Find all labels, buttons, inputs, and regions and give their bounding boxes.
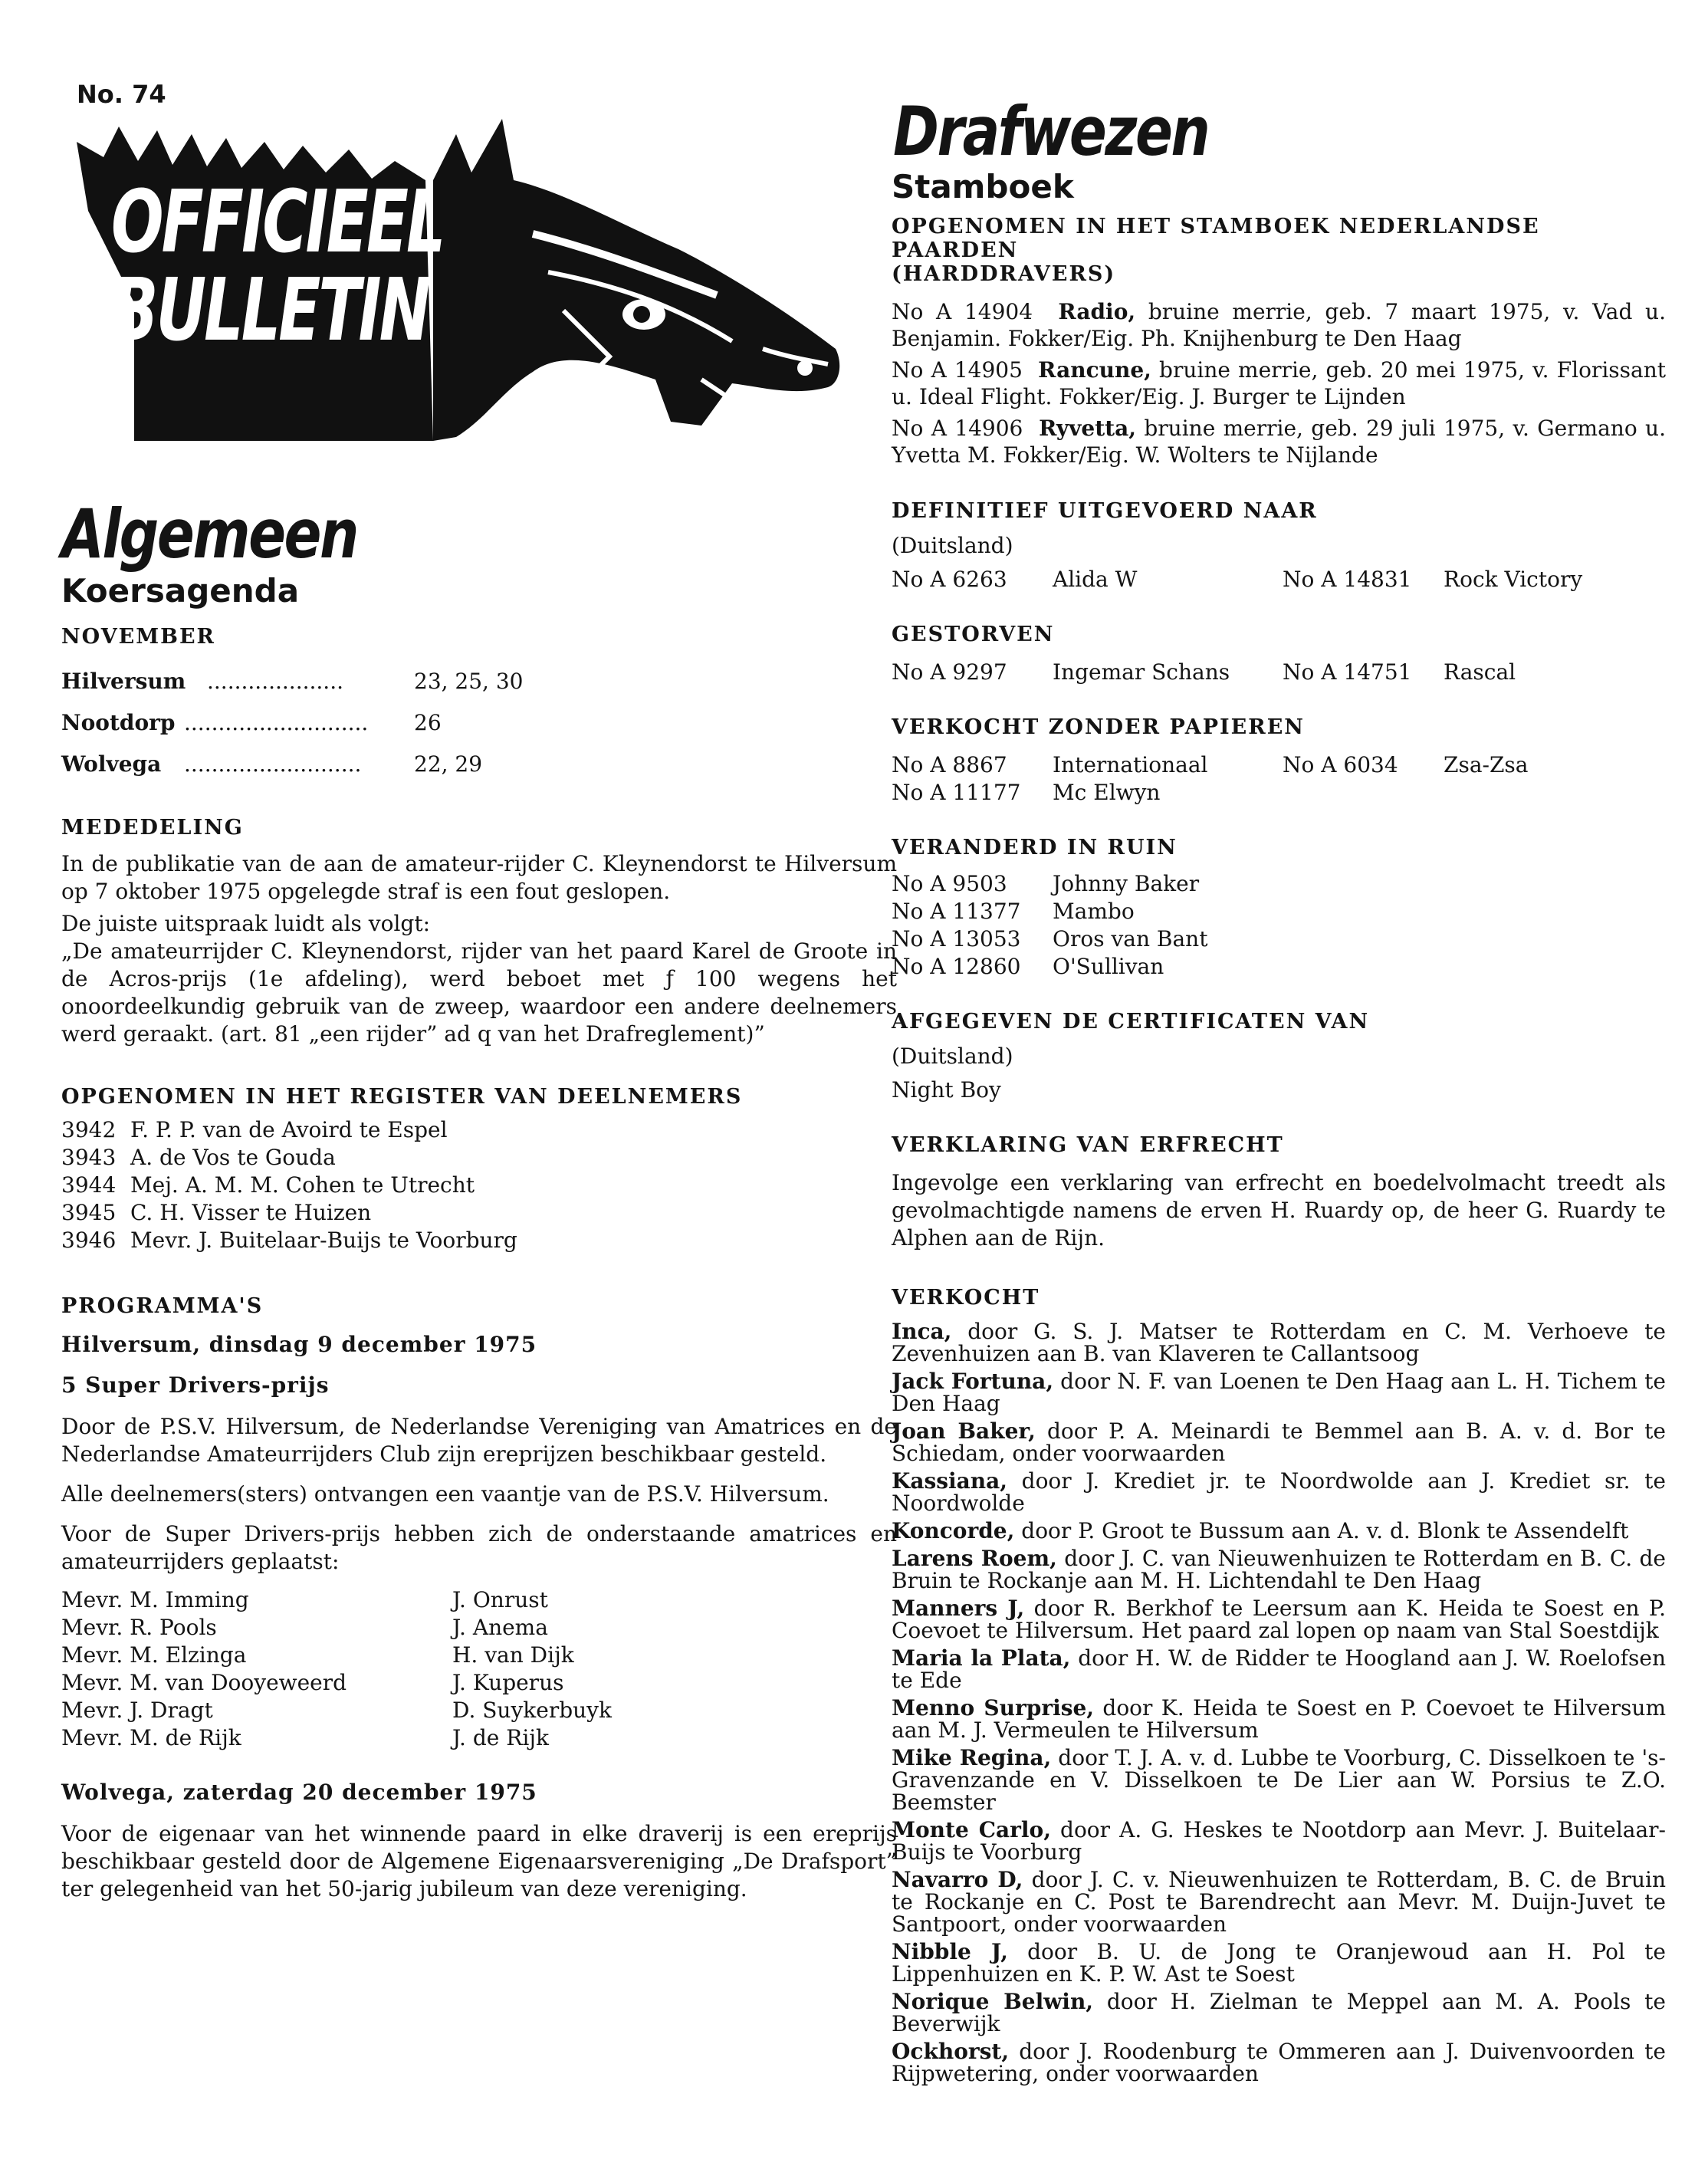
- horse-name: Norique Belwin,: [892, 1989, 1094, 2014]
- driver-name: Mevr. M. van Dooyeweerd: [61, 1670, 347, 1695]
- agenda-dots: ...........................: [184, 710, 369, 735]
- horse-number: No A 9503: [892, 871, 1007, 896]
- sold-list: [892, 1320, 1666, 2085]
- stamboek-entry: [892, 357, 1666, 410]
- driver-name: Mevr. J. Dragt: [61, 1698, 213, 1723]
- driver-name: Mevr. M. Elzinga: [61, 1642, 247, 1668]
- horse-name: Ryvetta,: [1039, 416, 1136, 441]
- died-row: [892, 659, 1666, 686]
- sold-entry: [892, 1747, 1666, 1813]
- register-row: [61, 1227, 897, 1254]
- stamboek-heading-sub: (HARDDRAVERS): [892, 262, 1116, 286]
- horse-name: Alida W: [1053, 567, 1138, 592]
- subsection-koersagenda: Koersagenda: [61, 572, 300, 610]
- driver-name: J. Onrust: [452, 1587, 548, 1612]
- sale-details: door T. J. A. v. d. Lubbe te Voorburg, C. Disselkoen te 's-Gravenzande en V. Disselkoen te De Lier aan W. Porsius te Z.O. Beemster: [892, 1745, 1667, 1815]
- horse-name: Rock Victory: [1444, 567, 1583, 592]
- horse-name: Navarro D,: [892, 1867, 1023, 1892]
- cert-heading: AFGEGEVEN DE CERTIFICATEN VAN: [892, 1010, 1370, 1034]
- horse-number: No A 12860: [892, 954, 1021, 979]
- horse-name: Rascal: [1444, 659, 1516, 685]
- stamboek-number: No A 14906: [892, 416, 1023, 441]
- sold-entry: [892, 1597, 1666, 1642]
- register-name: Mej. A. M. M. Cohen te Utrecht: [130, 1172, 475, 1198]
- mededeling-quote: „De amateurrijder C. Kleynendorst, rijder van het paard Karel de Groote in de Acros-prijs (1e afdeling), werd beboet met ƒ 100 wegens het onoordeelkundig gebruik van de zweep, waardoor een andere deelnemers werd geraakt. (art. 81 „een rijder” ad q van het Drafreglement)”: [61, 938, 897, 1047]
- driver-name: J. Anema: [452, 1615, 548, 1640]
- horse-name: Ockhorst,: [892, 2039, 1010, 2064]
- sold-entry: [892, 2040, 1666, 2085]
- sale-details: door R. Berkhof te Leersum aan K. Heida te Soest en P. Coevoet te Hilversum. Het paard zal lopen op naam van Stal Soestdijk: [892, 1596, 1667, 1643]
- sale-details: door B. U. de Jong te Oranjewoud aan H. Pol te Lippenhuizen en K. P. W. Ast te Soest: [892, 1939, 1666, 1987]
- stamboek-list: [892, 298, 1666, 468]
- register-heading: OPGENOMEN IN HET REGISTER VAN DEELNEMERS: [61, 1085, 743, 1109]
- driver-name: D. Suykerbuyk: [452, 1698, 612, 1723]
- horse-name: Menno Surprise,: [892, 1695, 1095, 1721]
- driver-name: H. van Dijk: [452, 1642, 574, 1668]
- horse-name: Mc Elwyn: [1053, 780, 1161, 805]
- sold-entry: [892, 1941, 1666, 1985]
- agenda-dates: 22, 29: [414, 751, 483, 777]
- ruin-row: [892, 898, 1666, 925]
- agenda-dates: 26: [414, 710, 442, 735]
- nopapers-heading: VERKOCHT ZONDER PAPIEREN: [892, 715, 1305, 739]
- nopapers-row: [892, 779, 1666, 807]
- driver-name: Mevr. R. Pools: [61, 1615, 217, 1640]
- horse-name: Inca,: [892, 1319, 952, 1344]
- section-title-algemeen: Algemeen: [61, 495, 357, 574]
- sale-details: door G. S. J. Matser te Rotterdam en C. M. Verhoeve te Zevenhuizen aan B. van Klaveren te Callantsoog: [892, 1319, 1666, 1366]
- horse-number: No A 9297: [892, 659, 1007, 685]
- driver-name: J. de Rijk: [452, 1725, 549, 1750]
- mededeling-heading: MEDEDELING: [61, 816, 244, 840]
- register-name: F. P. P. van de Avoird te Espel: [130, 1117, 448, 1142]
- sold-entry: [892, 1520, 1666, 1542]
- horse-name: Larens Roem,: [892, 1546, 1057, 1571]
- agenda-dates: 23, 25, 30: [414, 669, 524, 694]
- logo-text-officieel: OFFICIEEL: [111, 173, 444, 272]
- drivers-column-amatrices: [61, 1586, 452, 1752]
- register-number: 3945: [61, 1200, 117, 1225]
- horse-number: No A 14751: [1283, 659, 1412, 685]
- officieel-bulletin-logo: [73, 119, 847, 441]
- horse-name: Joan Baker,: [892, 1418, 1036, 1444]
- programmas-heading: PROGRAMMA'S: [61, 1294, 264, 1318]
- sale-details: door J. C. v. Nieuwenhuizen te Rotterdam, B. C. de Bruin te Rockanje en C. Post te Barendrecht aan Mevr. M. Duijn-Juvet te Santpoort, onder voorwaarden: [892, 1867, 1666, 1937]
- sold-entry: [892, 1320, 1666, 1365]
- erfrecht-heading: VERKLARING VAN ERFRECHT: [892, 1133, 1284, 1157]
- stamboek-heading: OPGENOMEN IN HET STAMBOEK NEDERLANDSE PAARDEN: [892, 215, 1540, 262]
- sold-entry: [892, 1647, 1666, 1691]
- sold-entry: [892, 1547, 1666, 1592]
- export-country: (Duitsland): [892, 533, 1013, 558]
- horse-name: Nibble J,: [892, 1939, 1008, 1964]
- section-title-drafwezen: Drafwezen: [893, 92, 1209, 171]
- sale-details: door J. C. van Nieuwenhuizen te Rotterdam en B. C. de Bruin te Rockanje aan M. H. Lichtendahl te Den Haag: [892, 1546, 1667, 1593]
- subsection-stamboek: Stamboek: [892, 168, 1074, 205]
- register-row: [61, 1144, 897, 1172]
- horse-number: No A 11377: [892, 899, 1021, 924]
- program-paragraph: Alle deelnemers(sters) ontvangen een vaantje van de P.S.V. Hilversum.: [61, 1481, 829, 1507]
- died-heading: GESTORVEN: [892, 623, 1055, 646]
- ruin-heading: VERANDERD IN RUIN: [892, 836, 1178, 859]
- horse-number: No A 13053: [892, 926, 1021, 952]
- register-number: 3942: [61, 1117, 117, 1142]
- stamboek-number: No A 14904: [892, 299, 1033, 324]
- sale-details: door P. Groot te Bussum aan A. v. d. Blonk te Assendelft: [1014, 1518, 1629, 1543]
- sale-details: door K. Heida te Soest en P. Coevoet te Hilversum aan M. J. Vermeulen te Hilversum: [892, 1695, 1666, 1743]
- left-column: [61, 491, 897, 1903]
- sale-details: door H. Zielman te Meppel aan M. A. Pools te Beverwijk: [892, 1989, 1666, 2036]
- register-number: 3946: [61, 1228, 117, 1253]
- program-wolvega-title: Wolvega, zaterdag 20 december 1975: [61, 1780, 537, 1805]
- sale-details: door J. Krediet jr. te Noordwolde aan J. Krediet sr. te Noordwolde: [892, 1468, 1666, 1516]
- horse-name: Maria la Plata,: [892, 1645, 1071, 1671]
- sale-details: door P. A. Meinardi te Bemmel aan B. A. v. d. Bor te Schiedam, onder voorwaarden: [892, 1418, 1666, 1466]
- program-paragraph: Door de P.S.V. Hilversum, de Nederlandse Vereniging van Amatrices en de Nederlandse Amateurrijders Club zijn ereprijzen beschikbaar gesteld.: [61, 1414, 897, 1467]
- issue-number: No. 74: [77, 80, 166, 109]
- stamboek-entry: [892, 298, 1666, 352]
- stamboek-entry: [892, 415, 1666, 468]
- horse-name: Internationaal: [1053, 752, 1208, 777]
- register-row: [61, 1172, 897, 1199]
- register-list: [61, 1116, 897, 1254]
- agenda-dots: ..........................: [184, 751, 362, 777]
- sold-entry: [892, 1420, 1666, 1464]
- register-number: 3943: [61, 1145, 117, 1170]
- sold-entry: [892, 1819, 1666, 1863]
- driver-name: Mevr. M. Imming: [61, 1587, 249, 1612]
- program-hilversum-title: Hilversum, dinsdag 9 december 1975: [61, 1332, 537, 1357]
- horse-name: Oros van Bant: [1053, 926, 1208, 952]
- ruin-row: [892, 870, 1666, 898]
- horse-number: No A 11177: [892, 780, 1021, 805]
- horse-name: Johnny Baker: [1053, 871, 1200, 896]
- horse-name: Rancune,: [1038, 357, 1151, 383]
- mededeling-paragraph: De juiste uitspraak luidt als volgt:: [61, 911, 431, 936]
- horse-number: No A 14831: [1283, 567, 1412, 592]
- horse-name: Manners J,: [892, 1596, 1025, 1621]
- erfrecht-text: Ingevolge een verklaring van erfrecht en boedelvolmacht treedt als gevolmachtigde namens de erven H. Ruardy op, de heer G. Ruardy te Alphen aan de Rijn.: [892, 1170, 1666, 1251]
- horse-name: Kassiana,: [892, 1468, 1008, 1494]
- horse-details: bruine merrie, geb. 7 maart 1975, v. Vad u. Benjamin. Fokker/Eig. Ph. Knijhenburg te Den Haag: [892, 299, 1666, 351]
- sold-entry: [892, 1370, 1666, 1415]
- sold-entry: [892, 1990, 1666, 2035]
- sale-details: door N. F. van Loenen te Den Haag aan L. H. Tichem te Den Haag: [892, 1369, 1666, 1416]
- sold-entry: [892, 1869, 1666, 1935]
- sold-entry: [892, 1470, 1666, 1514]
- mededeling-paragraph: In de publikatie van de aan de amateur-rijder C. Kleynendorst te Hilversum op 7 oktober 1975 opgelegde straf is een fout geslopen.: [61, 851, 897, 904]
- register-row: [61, 1199, 897, 1227]
- program-paragraph: Voor de eigenaar van het winnende paard in elke draverij is een ereprijs beschikbaar gesteld door de Algemene Eigenaarsvereniging „De Drafsport” ter gelegenheid van het 50-jarig jubileum van deze vereniging.: [61, 1821, 897, 1901]
- agenda-month: NOVEMBER: [61, 625, 215, 649]
- cert-country: (Duitsland): [892, 1044, 1013, 1069]
- export-heading: DEFINITIEF UITGEVOERD NAAR: [892, 499, 1318, 523]
- agenda-place: Nootdorp: [61, 710, 176, 735]
- ruin-list: [892, 870, 1666, 981]
- sale-details: door J. Roodenburg te Ommeren aan J. Duivenvoorden te Rijpwetering, onder voorwaarden: [892, 2039, 1666, 2086]
- horse-name: Zsa-Zsa: [1444, 752, 1529, 777]
- agenda-row: [61, 661, 897, 702]
- horse-number: No A 6034: [1283, 752, 1398, 777]
- register-number: 3944: [61, 1172, 117, 1198]
- drivers-column-amateurs: [452, 1586, 612, 1752]
- horse-name: Radio,: [1058, 299, 1136, 324]
- logo-text-bulletin: BULLETIN: [111, 261, 429, 360]
- horse-name: Mike Regina,: [892, 1745, 1052, 1770]
- agenda-row: [61, 702, 897, 744]
- sold-entry: [892, 1697, 1666, 1741]
- horse-name: Mambo: [1053, 899, 1135, 924]
- horse-number: No A 6263: [892, 567, 1007, 592]
- ruin-row: [892, 953, 1666, 981]
- horse-name: Jack Fortuna,: [892, 1369, 1054, 1394]
- sold-heading: VERKOCHT: [892, 1286, 1040, 1310]
- agenda-list: [61, 661, 897, 785]
- register-name: C. H. Visser te Huizen: [130, 1200, 372, 1225]
- agenda-dots: ....................: [207, 669, 344, 694]
- agenda-row: [61, 744, 897, 785]
- register-row: [61, 1116, 897, 1144]
- sale-details: door A. G. Heskes te Nootdorp aan Mevr. J. Buitelaar-Buijs te Voorburg: [892, 1817, 1667, 1865]
- horse-name: Ingemar Schans: [1053, 659, 1230, 685]
- horse-details: bruine merrie, geb. 29 juli 1975, v. Germano u. Yvetta M. Fokker/Eig. W. Wolters te Nijlande: [892, 416, 1666, 468]
- program-paragraph: Voor de Super Drivers-prijs hebben zich de onderstaande amatrices en amateurrijders geplaatst:: [61, 1521, 897, 1574]
- horse-name: Koncorde,: [892, 1518, 1015, 1543]
- stamboek-number: No A 14905: [892, 357, 1023, 383]
- agenda-place: Wolvega: [61, 751, 162, 777]
- program-race-title: 5 Super Drivers-prijs: [61, 1372, 330, 1398]
- drivers-list: [61, 1586, 897, 1752]
- driver-name: J. Kuperus: [452, 1670, 564, 1695]
- horse-name: Monte Carlo,: [892, 1817, 1051, 1842]
- driver-name: Mevr. M. de Rijk: [61, 1725, 241, 1750]
- register-name: Mevr. J. Buitelaar-Buijs te Voorburg: [130, 1228, 517, 1253]
- right-column: [892, 92, 1666, 2090]
- ruin-row: [892, 925, 1666, 953]
- agenda-place: Hilversum: [61, 669, 186, 694]
- register-name: A. de Vos te Gouda: [130, 1145, 336, 1170]
- horse-details: bruine merrie, geb. 20 mei 1975, v. Florissant u. Ideal Flight. Fokker/Eig. J. Burger te Lijnden: [892, 357, 1666, 409]
- cert-horse-name: Night Boy: [892, 1077, 1001, 1103]
- sale-details: door H. W. de Ridder te Hoogland aan J. W. Roelofsen te Ede: [892, 1645, 1666, 1693]
- horse-name: O'Sullivan: [1053, 954, 1164, 979]
- nopapers-row: [892, 751, 1666, 779]
- horse-number: No A 8867: [892, 752, 1007, 777]
- export-row: [892, 566, 1666, 593]
